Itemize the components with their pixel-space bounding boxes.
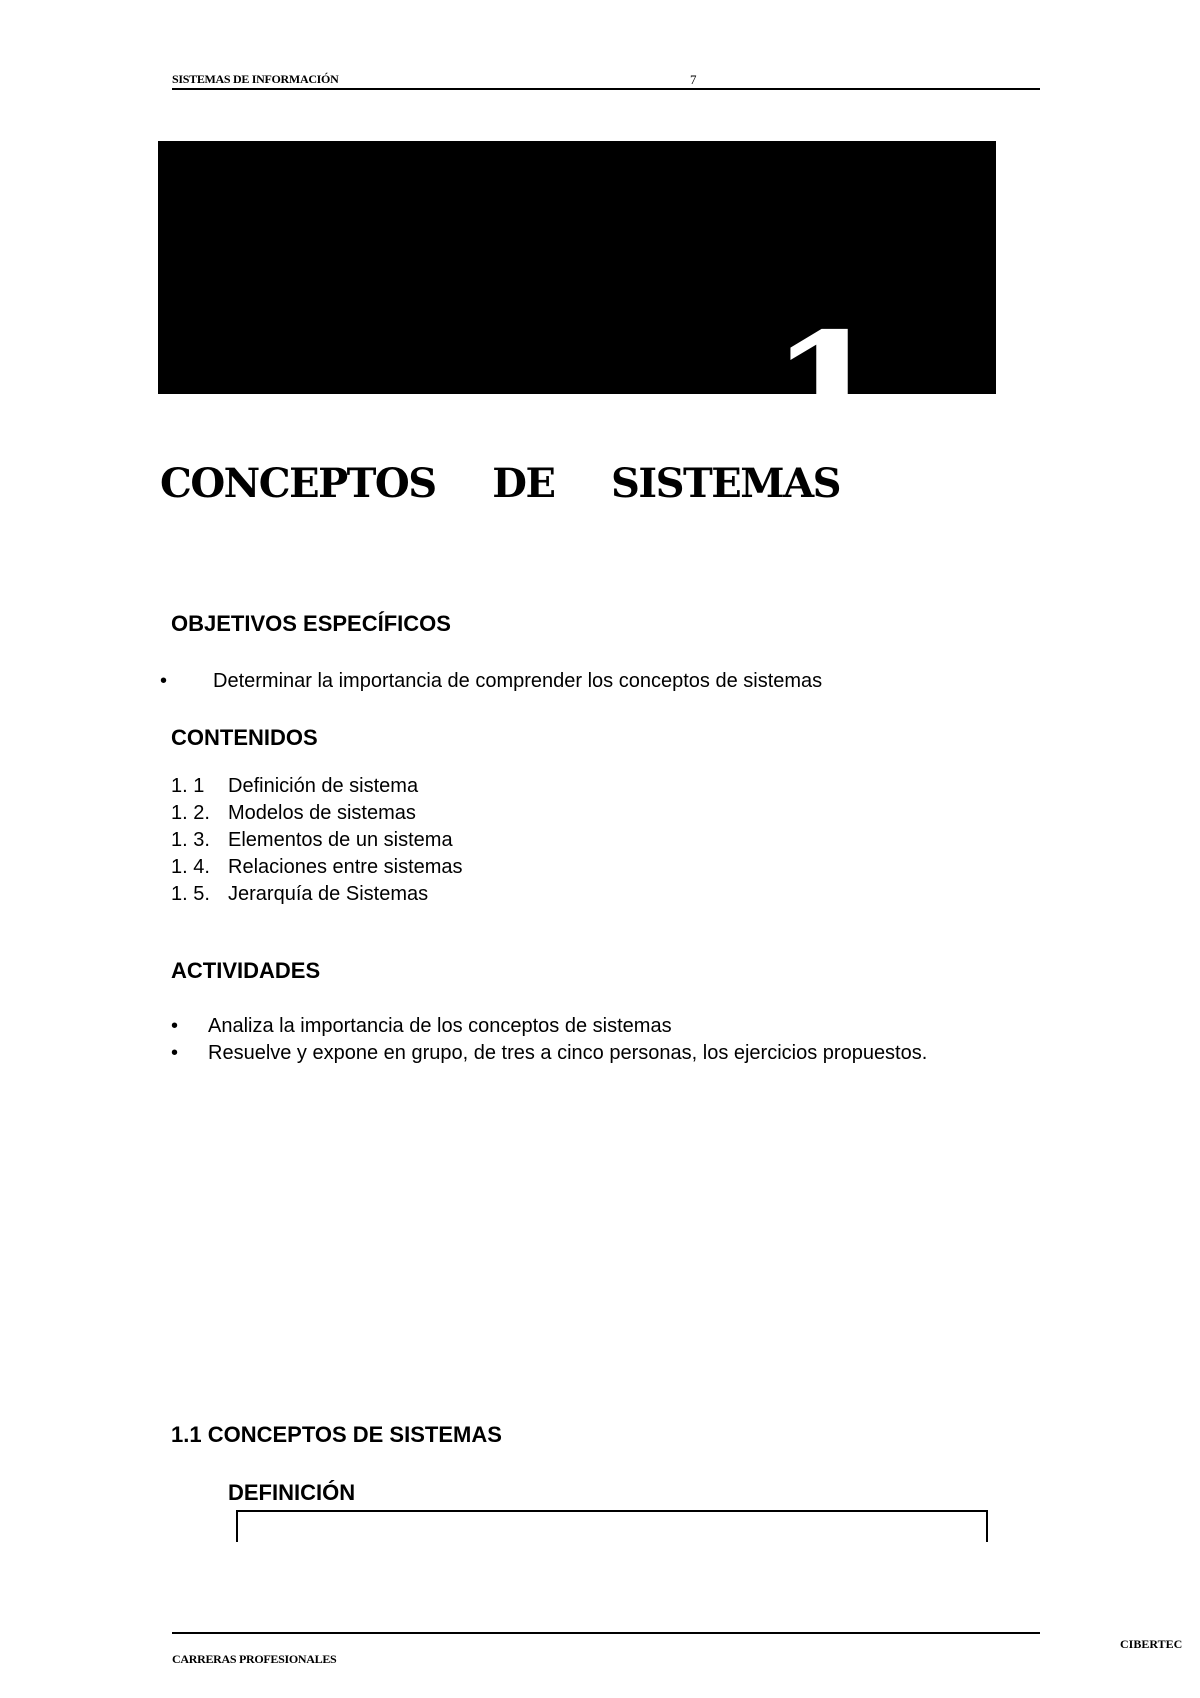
header-title: SISTEMAS DE INFORMACIÓN [172,72,339,86]
bullet: • [160,670,168,692]
activities-list [171,1013,927,1067]
item-number: 1. 4. [171,856,210,878]
list-item [171,854,463,881]
week-label: SEMANA [896,454,988,473]
definition-box [236,1510,988,1542]
item-text: Modelos de sistemas [228,802,416,824]
contents-heading: CONTENIDOS [171,725,318,750]
list-item [171,800,463,827]
footer-divider [172,1632,1040,1634]
bullet: • [171,1042,179,1064]
item-text: Elementos de un sistema [228,829,453,851]
item-number: 1. 2. [171,802,210,824]
footer-brand: CIBERTEC [1120,1637,1183,1651]
item-text: Definición de sistema [228,775,419,797]
objective-item: Determinar la importancia de comprender los conceptos de sistemas [213,670,823,692]
title-word: CONCEPTOS [160,460,436,507]
header-divider [172,88,1040,90]
week-number: 1 [769,296,884,496]
item-text: Relaciones entre sistemas [228,856,463,878]
list-item [171,827,463,854]
page-number: 7 [690,72,697,87]
footer-label: CARRERAS PROFESIONALES [172,1652,337,1666]
item-number: 1. 1 [171,775,205,797]
list-item [171,1040,927,1067]
item-text: Analiza la importancia de los conceptos de sistemas [208,1015,672,1037]
item-number: 1. 5. [171,883,210,905]
objectives-heading: OBJETIVOS ESPECÍFICOS [171,611,451,636]
section-heading: 1.1 CONCEPTOS DE SISTEMAS [171,1422,502,1447]
page-title [160,460,840,507]
item-number: 1. 3. [171,829,210,851]
activities-heading: ACTIVIDADES [171,958,321,983]
contents-list [171,773,463,908]
definition-heading: DEFINICIÓN [228,1480,356,1505]
bullet: • [171,1015,179,1037]
item-text: Jerarquía de Sistemas [228,883,429,905]
list-item [171,881,463,908]
title-word: SISTEMAS [611,460,840,507]
list-item [171,1013,927,1040]
list-item [171,773,463,800]
item-text: Resuelve y expone en grupo, de tres a cinco personas, los ejercicios propuestos. [208,1042,928,1064]
title-word: DE [492,460,555,507]
